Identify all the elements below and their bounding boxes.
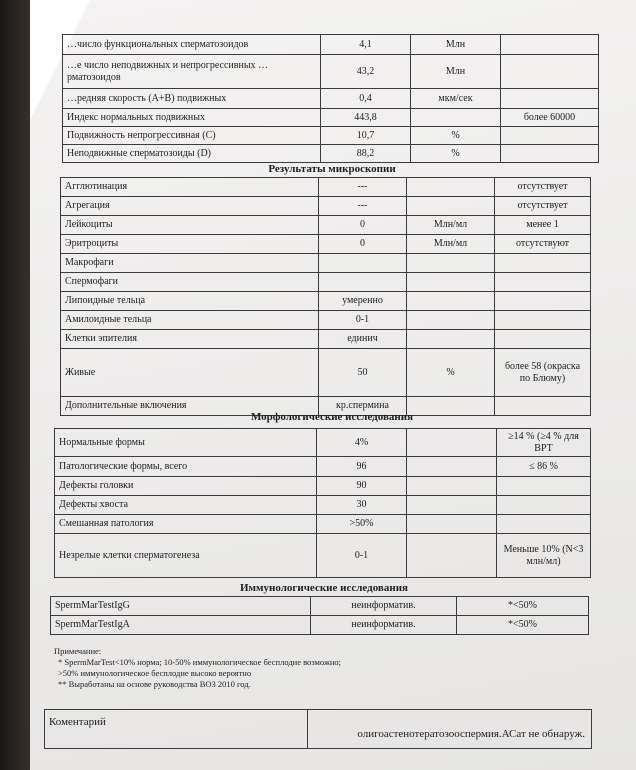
row-ref: более 58 (окраска по Блюму): [495, 349, 591, 397]
table-row-live: [61, 349, 591, 397]
row-ref: [501, 35, 599, 55]
row-name: Агрегация: [61, 197, 319, 216]
row-unit: %: [407, 349, 495, 397]
row-unit: [407, 178, 495, 197]
row-ref: *<50%: [457, 597, 589, 616]
table-row: [61, 254, 591, 273]
row-value: 50: [319, 349, 407, 397]
row-unit: Млн/мл: [407, 235, 495, 254]
row-ref: ≥14 % (≥4 % для ВРТ: [497, 429, 591, 457]
table-row: [61, 216, 591, 235]
section-title-morphology: Морфологические исследования: [250, 411, 414, 423]
table-row: [51, 597, 589, 616]
row-name: Агглютинация: [61, 178, 319, 197]
row-ref: более 60000: [501, 109, 599, 127]
row-name: Живые: [61, 349, 319, 397]
table-row: [63, 89, 599, 109]
row-value: ---: [319, 178, 407, 197]
row-value: 0,4: [321, 89, 411, 109]
comment-box: [44, 709, 592, 749]
table-row: [61, 197, 591, 216]
table-row: [61, 235, 591, 254]
row-value: 4%: [317, 429, 407, 457]
row-ref: отсутствует: [495, 197, 591, 216]
row-unit: %: [411, 127, 501, 145]
table-row: [61, 273, 591, 292]
row-name: Нормальные формы: [55, 429, 317, 457]
comment-divider: [307, 710, 308, 748]
section-title-microscopy: Результаты микроскопии: [268, 163, 396, 175]
row-name: SpermMarTestIgG: [51, 597, 311, 616]
table-row: [55, 515, 591, 534]
row-name: Индекс нормальных подвижных: [63, 109, 321, 127]
notes-heading: Примечание:: [54, 646, 102, 656]
row-ref: [495, 273, 591, 292]
comment-label: Коментарий: [49, 716, 106, 728]
notes-line: * SpermMarTest<10% норма; 10-50% иммунологическое бесплодие возможно;: [58, 657, 341, 667]
row-value: 4,1: [321, 35, 411, 55]
row-name: Незрелые клетки сперматогенеза: [55, 534, 317, 578]
row-name: Лейкоциты: [61, 216, 319, 235]
table-row: [61, 178, 591, 197]
row-ref: [501, 145, 599, 163]
row-name: …редняя скорость (A+B) подвижных: [63, 89, 321, 109]
row-name: Клетки эпителия: [61, 330, 319, 349]
row-ref: [495, 292, 591, 311]
row-unit: [407, 330, 495, 349]
row-value: неинформатив.: [311, 597, 457, 616]
row-value: [319, 254, 407, 273]
table-row: [63, 145, 599, 163]
background-left: [0, 0, 34, 770]
table-row: [55, 534, 591, 578]
row-name: Липоидные тельца: [61, 292, 319, 311]
table-row: [55, 496, 591, 515]
row-unit: Млн: [411, 55, 501, 89]
row-ref: отсутствуют: [495, 235, 591, 254]
row-ref: [495, 311, 591, 330]
row-unit: Млн: [411, 35, 501, 55]
row-unit: [407, 477, 497, 496]
row-value: 0-1: [319, 311, 407, 330]
row-name: SpermMarTestIgA: [51, 616, 311, 635]
notes-line: ** Выработаны на основе руководства ВОЗ 2010 год.: [58, 679, 251, 689]
row-ref: [501, 127, 599, 145]
comment-value: олигоастенотератозооспермия.АСат не обнаруж.: [357, 728, 585, 740]
row-ref: [501, 89, 599, 109]
row-ref: Меньше 10% (N<3 млн/мл): [497, 534, 591, 578]
table-row: [63, 109, 599, 127]
row-ref: ≤ 86 %: [497, 457, 591, 477]
row-value: [319, 273, 407, 292]
table-row: [63, 55, 599, 89]
microscopy-table: [60, 177, 591, 416]
row-name: Амилоидные тельца: [61, 311, 319, 330]
table-row: [63, 127, 599, 145]
row-ref: [501, 55, 599, 89]
row-value: 96: [317, 457, 407, 477]
row-unit: [407, 197, 495, 216]
row-value: 88,2: [321, 145, 411, 163]
row-name: …число функциональных сперматозоидов: [63, 35, 321, 55]
table-row: [63, 35, 599, 55]
row-unit: [411, 109, 501, 127]
row-unit: Млн/мл: [407, 216, 495, 235]
table-row: [61, 330, 591, 349]
row-ref: *<50%: [457, 616, 589, 635]
row-unit: мкм/сек: [411, 89, 501, 109]
row-value: 443,8: [321, 109, 411, 127]
notes-line: >50% иммунологическое бесплодие высоко вероятно: [58, 668, 252, 678]
row-name: Патологические формы, всего: [55, 457, 317, 477]
row-name: Смешанная патология: [55, 515, 317, 534]
table-row: [61, 311, 591, 330]
row-name: Макрофаги: [61, 254, 319, 273]
row-value: 43,2: [321, 55, 411, 89]
row-value: 10,7: [321, 127, 411, 145]
table-row: [55, 457, 591, 477]
row-value: 0: [319, 235, 407, 254]
row-name: Дефекты хвоста: [55, 496, 317, 515]
row-value: кр.спермина: [319, 397, 407, 416]
morphology-table: [54, 428, 591, 578]
table-row: [51, 616, 589, 635]
row-unit: [407, 496, 497, 515]
row-value: 0: [319, 216, 407, 235]
row-name: Спермофаги: [61, 273, 319, 292]
row-unit: [407, 515, 497, 534]
row-value: >50%: [317, 515, 407, 534]
row-value: 0-1: [317, 534, 407, 578]
row-name: Дополнительные включения: [61, 397, 319, 416]
row-value: умеренно: [319, 292, 407, 311]
row-value: единич: [319, 330, 407, 349]
row-name: Неподвижные сперматозоиды (D): [63, 145, 321, 163]
row-ref: [497, 477, 591, 496]
row-value: 90: [317, 477, 407, 496]
row-ref: отсутствует: [495, 178, 591, 197]
table-row: [55, 477, 591, 496]
row-value: неинформатив.: [311, 616, 457, 635]
row-ref: менее 1: [495, 216, 591, 235]
immunology-table: [50, 596, 589, 635]
results-table-top: [62, 34, 599, 163]
notes: [54, 646, 598, 690]
row-unit: [407, 429, 497, 457]
row-unit: [407, 254, 495, 273]
row-name: Эритроциты: [61, 235, 319, 254]
row-name: …е число неподвижных и непрогрессивных …рматозоидов: [63, 55, 321, 89]
row-name: Подвижность непрогрессивная (C): [63, 127, 321, 145]
row-unit: [407, 292, 495, 311]
row-ref: [497, 515, 591, 534]
row-ref: [495, 254, 591, 273]
row-unit: [407, 457, 497, 477]
section-title-immunology: Иммунологические исследования: [239, 582, 409, 594]
table-row: [55, 429, 591, 457]
row-value: 30: [317, 496, 407, 515]
row-name: Дефекты головки: [55, 477, 317, 496]
row-unit: [407, 534, 497, 578]
table-row: [61, 292, 591, 311]
row-unit: %: [411, 145, 501, 163]
row-ref: [497, 496, 591, 515]
row-unit: [407, 311, 495, 330]
row-unit: [407, 273, 495, 292]
row-value: ---: [319, 197, 407, 216]
row-ref: [495, 330, 591, 349]
